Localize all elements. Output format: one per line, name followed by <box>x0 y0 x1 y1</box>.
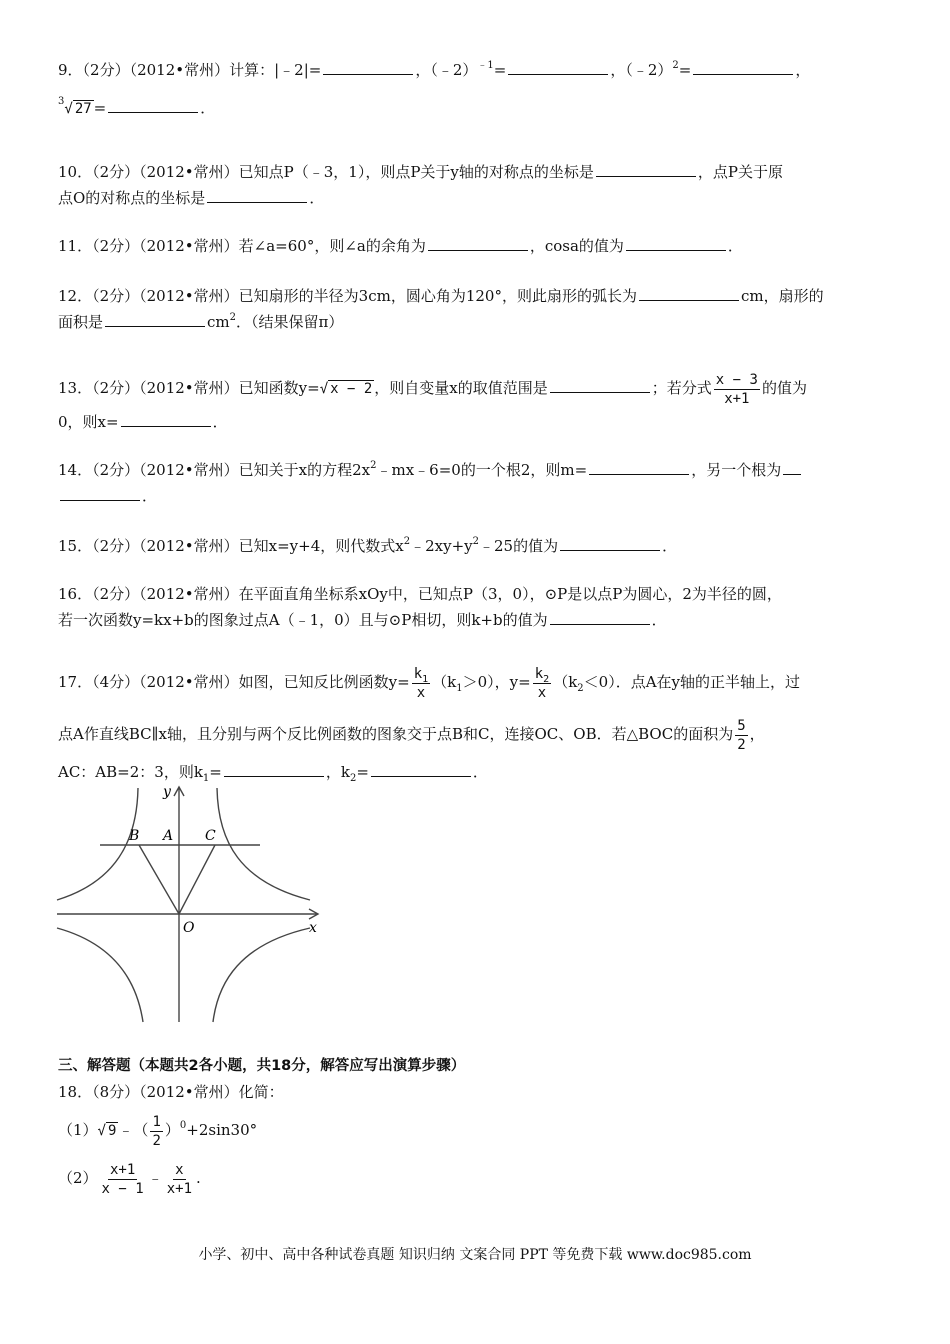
q14-text: 14．（2分）（2012•常州）已知关于x的方程2x <box>58 461 371 479</box>
answer-blank[interactable] <box>108 98 198 113</box>
q16-text: 若一次函数y=kx+b的图象过点A（﹣1，0）且与⊙P相切，则k+b的值为 <box>58 611 548 629</box>
q10-text: ． <box>309 189 325 207</box>
q13-text: 0，则x= <box>58 413 119 431</box>
answer-blank[interactable] <box>121 412 211 427</box>
q10-text: ，点P关于原 <box>697 163 783 181</box>
label-c: C <box>205 828 216 844</box>
k-symbol: k <box>534 665 544 682</box>
q13-line2 <box>58 412 228 432</box>
q11-text: ，cosa的值为 <box>529 237 624 255</box>
q14-text: ． <box>142 487 158 505</box>
denominator: x <box>537 684 547 701</box>
q10-text: 10．（2分）（2012•常州）已知点P（﹣3，1），则点P关于y轴的对称点的坐标是 <box>58 163 594 181</box>
answer-blank[interactable] <box>323 60 413 75</box>
q12-text: ．（结果保留π） <box>236 313 344 331</box>
numerator: x <box>175 1161 184 1178</box>
q12-text: 12．（2分）（2012•常州）已知扇形的半径为3cm，圆心角为120°，则此扇形的弧长为 <box>58 287 637 305</box>
q12-text: cm，扇形的 <box>740 287 824 305</box>
k-symbol: k <box>413 665 423 682</box>
subscript: 1 <box>202 773 210 784</box>
fraction-k2-over-x <box>533 665 551 702</box>
label-b: B <box>129 828 140 844</box>
q11-line <box>58 236 743 256</box>
answer-blank[interactable] <box>105 312 205 327</box>
denominator: 2 <box>737 736 746 753</box>
q9-text: ，（﹣2） <box>610 61 673 79</box>
answer-blank[interactable] <box>207 188 307 203</box>
q17-text: AC：AB=2：3，则k <box>58 763 203 781</box>
q17-line3 <box>58 762 488 782</box>
q18-part2 <box>58 1158 201 1198</box>
q17-text: ，k <box>325 763 350 781</box>
hyperbola-k2-upper-left <box>57 788 138 900</box>
q15-text: ﹣2xy+y <box>410 537 473 555</box>
q17-text: （k <box>432 673 457 691</box>
answer-blank[interactable] <box>428 236 528 251</box>
q17-text: （k <box>553 673 578 691</box>
answer-blank[interactable] <box>550 378 650 393</box>
q9-line2 <box>58 98 215 119</box>
hyperbola-figure <box>55 782 325 1027</box>
q13-text: ；若分式 <box>651 379 712 397</box>
q9-text: = <box>493 61 507 79</box>
q18-text: +2sin30° <box>186 1121 258 1139</box>
q13-text: ． <box>212 413 228 431</box>
answer-blank[interactable] <box>224 762 324 777</box>
hyperbola-k1-upper-right <box>217 788 310 900</box>
part-label: （1） <box>58 1121 98 1139</box>
cube-root: √ 27 <box>64 101 92 117</box>
q15-text: ． <box>662 537 678 555</box>
q17-text: ， <box>749 725 765 743</box>
hyperbola-k1-lower-left <box>57 928 143 1022</box>
radicand: x − 2 <box>330 381 373 397</box>
q18-text: ） <box>164 1121 180 1139</box>
radicand: 9 <box>107 1123 117 1139</box>
exponent: 2 <box>403 536 411 547</box>
q14-line1 <box>58 460 803 480</box>
q17-text: = <box>209 763 222 781</box>
label-o: O <box>183 920 195 936</box>
numerator: 5 <box>737 717 746 734</box>
answer-blank[interactable] <box>626 236 726 251</box>
q18-head: 18．（8分）（2012•常州）化简： <box>58 1083 284 1101</box>
fraction <box>714 371 760 408</box>
numerator: x+1 <box>109 1161 136 1178</box>
q16-line1 <box>58 584 782 604</box>
q18-part1 <box>58 1110 257 1150</box>
numerator <box>533 665 551 684</box>
root-index: 3 <box>58 96 65 107</box>
answer-blank[interactable] <box>371 762 471 777</box>
q17-text: ． <box>472 763 488 781</box>
q18-text: ﹣ <box>147 1169 163 1187</box>
denominator: x+1 <box>166 1180 193 1197</box>
q9-text: ． <box>200 99 216 117</box>
q11-text: ． <box>727 237 743 255</box>
answer-blank[interactable] <box>589 460 689 475</box>
fraction-five-halves <box>735 717 747 754</box>
q17-text: ＞0），y= <box>462 673 531 691</box>
q17-text: ＜0）．点A在y轴的正半轴上，过 <box>583 673 801 691</box>
denominator: 2 <box>152 1132 161 1149</box>
exponent: 2 <box>472 536 480 547</box>
q12-text: cm <box>207 313 230 331</box>
q15-text: 15．（2分）（2012•常州）已知x=y+4，则代数式x <box>58 537 404 555</box>
q14-line2 <box>58 486 157 506</box>
part-label: （2） <box>58 1169 98 1187</box>
numerator: x − 3 <box>715 371 758 388</box>
answer-blank[interactable] <box>60 486 140 501</box>
subscript: 1 <box>456 683 463 694</box>
q10-text: 点O的对称点的坐标是 <box>58 189 206 207</box>
square-root: √ 9 <box>97 1123 117 1139</box>
q11-text: 11．（2分）（2012•常州）若∠a=60°，则∠a的余角为 <box>58 237 426 255</box>
answer-blank[interactable] <box>639 286 739 301</box>
q17-line1 <box>58 660 800 704</box>
fraction-2 <box>165 1161 194 1198</box>
subscript: 2 <box>349 773 357 784</box>
q17-text: = <box>356 763 369 781</box>
q15-text: ﹣25的值为 <box>479 537 559 555</box>
exponent: 0 <box>179 1120 187 1131</box>
fraction-1 <box>100 1161 146 1198</box>
label-a: A <box>163 828 174 844</box>
q10-line2 <box>58 188 324 208</box>
answer-blank[interactable] <box>560 536 660 551</box>
numerator <box>412 665 430 684</box>
q17-text: 17．（4分）（2012•常州）如图，已知反比例函数y= <box>58 673 410 691</box>
q13-text: 的值为 <box>761 379 807 397</box>
segment-ob <box>139 845 179 914</box>
fraction-one-half <box>150 1113 162 1150</box>
q13-text: 13．（2分）（2012•常州）已知函数y= <box>58 379 320 397</box>
q12-line1 <box>58 286 824 306</box>
subscript: 2 <box>577 683 584 694</box>
label-y: y <box>163 784 171 800</box>
answer-blank[interactable] <box>693 60 793 75</box>
q9-text: ， <box>795 61 811 79</box>
exponent: 2 <box>229 312 237 323</box>
answer-blank[interactable] <box>596 162 696 177</box>
denominator: x+1 <box>724 390 750 407</box>
q16-line2 <box>58 610 667 630</box>
numerator: 1 <box>152 1113 161 1130</box>
exponent: 2 <box>672 60 679 71</box>
answer-blank[interactable] <box>783 460 801 475</box>
q12-text: 面积是 <box>58 313 104 331</box>
hyperbola-k2-lower-right <box>213 928 310 1022</box>
q14-text: ﹣mx﹣6=0的一个根2，则m= <box>376 461 588 479</box>
q17-text: 点A作直线BC∥x轴，且分别与两个反比例函数的图象交于点B和C，连接OC、OB．若△BOC的面积为 <box>58 725 734 743</box>
label-x: x <box>309 920 317 936</box>
q13-line1 <box>58 368 807 408</box>
q9-text: 9．（2分）（2012•常州）计算：|﹣2|= <box>58 61 322 79</box>
q18-text: ﹣（ <box>118 1121 149 1139</box>
q13-text: ，则自变量x的取值范围是 <box>374 379 548 397</box>
subscript: 2 <box>543 673 550 685</box>
denominator: x − 1 <box>101 1180 144 1197</box>
answer-blank[interactable] <box>508 60 608 75</box>
fraction-k1-over-x <box>412 665 430 702</box>
denominator: x <box>416 684 426 701</box>
q17-line2 <box>58 712 765 756</box>
q16-text: 16．（2分）（2012•常州）在平面直角坐标系xOy中，已知点P（3，0），⊙P是以点P为圆心，2为半径的圆， <box>58 585 782 603</box>
subscript: 1 <box>422 673 429 685</box>
q14-text: ，另一个根为 <box>691 461 782 479</box>
q15-line <box>58 536 677 556</box>
q12-line2 <box>58 312 343 332</box>
q9-text: = <box>93 99 107 117</box>
section-heading: 三、解答题（本题共2各小题，共18分，解答应写出演算步骤） <box>58 1058 466 1074</box>
square-root: √ x − 2 <box>319 381 373 397</box>
segment-oc <box>179 845 215 914</box>
footer-text: 小学、初中、高中各种试卷真题 知识归纳 文案合同 PPT 等免费下载 www.doc985.com <box>198 1247 752 1263</box>
q9-line1 <box>58 60 810 80</box>
radicand: 27 <box>74 101 92 117</box>
q9-text: = <box>678 61 692 79</box>
exponent: 2 <box>370 460 377 471</box>
exponent: ﹣1 <box>477 60 494 71</box>
q18-text: . <box>196 1169 201 1187</box>
q9-text: ，（﹣2） <box>415 61 478 79</box>
answer-blank[interactable] <box>550 610 650 625</box>
q16-text: ． <box>651 611 667 629</box>
q10-line1 <box>58 162 783 182</box>
